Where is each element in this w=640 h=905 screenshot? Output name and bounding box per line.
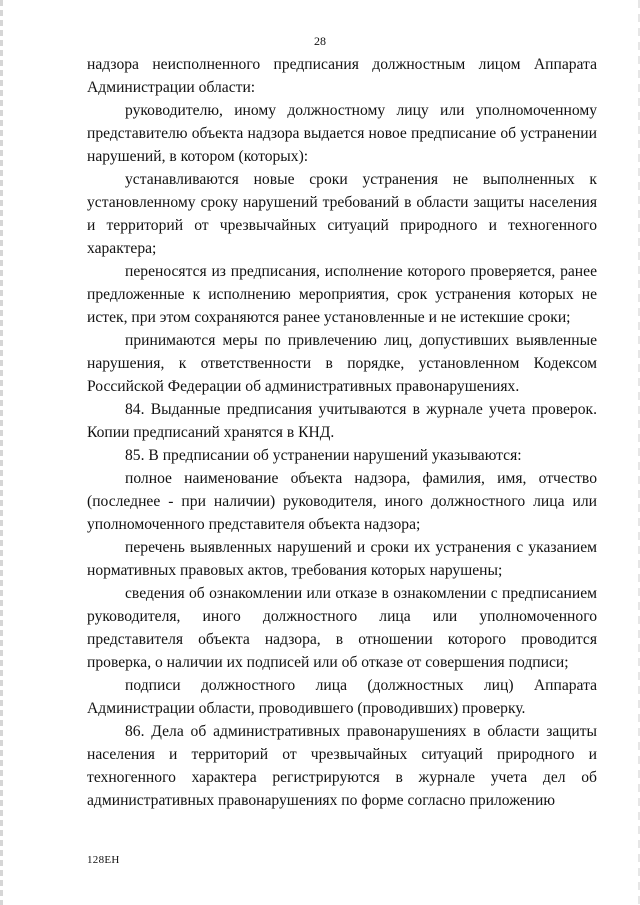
footer-document-code: 128ЕН (87, 854, 120, 866)
paragraph-item-86: 86. Дела об административных правонарушениях в области защиты населения и территорий от чрезвычайных ситуаций природного и техногенного характера регистрируются в журнале учета дел об административных правонарушениях по форме согласно приложению (87, 723, 597, 809)
paragraph-violations-list: перечень выявленных нарушений и сроки их устранения с указанием нормативных правовых актов, требования которых нарушены; (87, 539, 597, 579)
paragraph-liability-measures: принимаются меры по привлечению лиц, допустивших выявленные нарушения, к ответственности в порядке, установленном Кодексом Российской Федерации об административных правонарушениях. (87, 332, 597, 395)
paragraph-object-name: полное наименование объекта надзора, фамилия, имя, отчество (последнее - при наличии) руководителя, иного должностного лица или уполномоченного представителя объекта надзора; (87, 470, 597, 533)
paragraph-transferred-measures: переносятся из предписания, исполнение которого проверяется, ранее предложенные к исполнению мероприятия, срок устранения которых не истек, при этом сохраняются ранее установленные и не истекшие сроки; (87, 263, 597, 326)
paragraph-continuation: надзора неисполненного предписания должностным лицом Аппарата Администрации области: (87, 56, 597, 96)
document-body (87, 53, 597, 812)
scan-edge-left (0, 0, 3, 905)
paragraph-new-order: руководителю, иному должностному лицу или уполномоченному представителю объекта надзора выдается новое предписание об устранении нарушений, в котором (которых): (87, 102, 597, 165)
page-number: 28 (314, 34, 326, 48)
paragraph-item-85: 85. В предписании об устранении нарушений указываются: (125, 447, 522, 464)
paragraph-acknowledgement: сведения об ознакомлении или отказе в ознакомлении с предписанием руководителя, иного должностного лица или уполномоченного представителя объекта надзора, в отношении которого проводится проверка, о наличии их подписей или об отказе от совершения подписи; (87, 585, 597, 671)
paragraph-item-84: 84. Выданные предписания учитываются в журнале учета проверок. Копии предписаний хранятся в КНД. (87, 401, 597, 441)
paragraph-signatures: подписи должностного лица (должностных лиц) Аппарата Администрации области, проводившего (проводивших) проверку. (87, 677, 597, 717)
paragraph-new-deadlines: устанавливаются новые сроки устранения не выполненных к установленному сроку нарушений требований в области защиты населения и территорий от чрезвычайных ситуаций природного и техногенного характера; (87, 171, 597, 257)
